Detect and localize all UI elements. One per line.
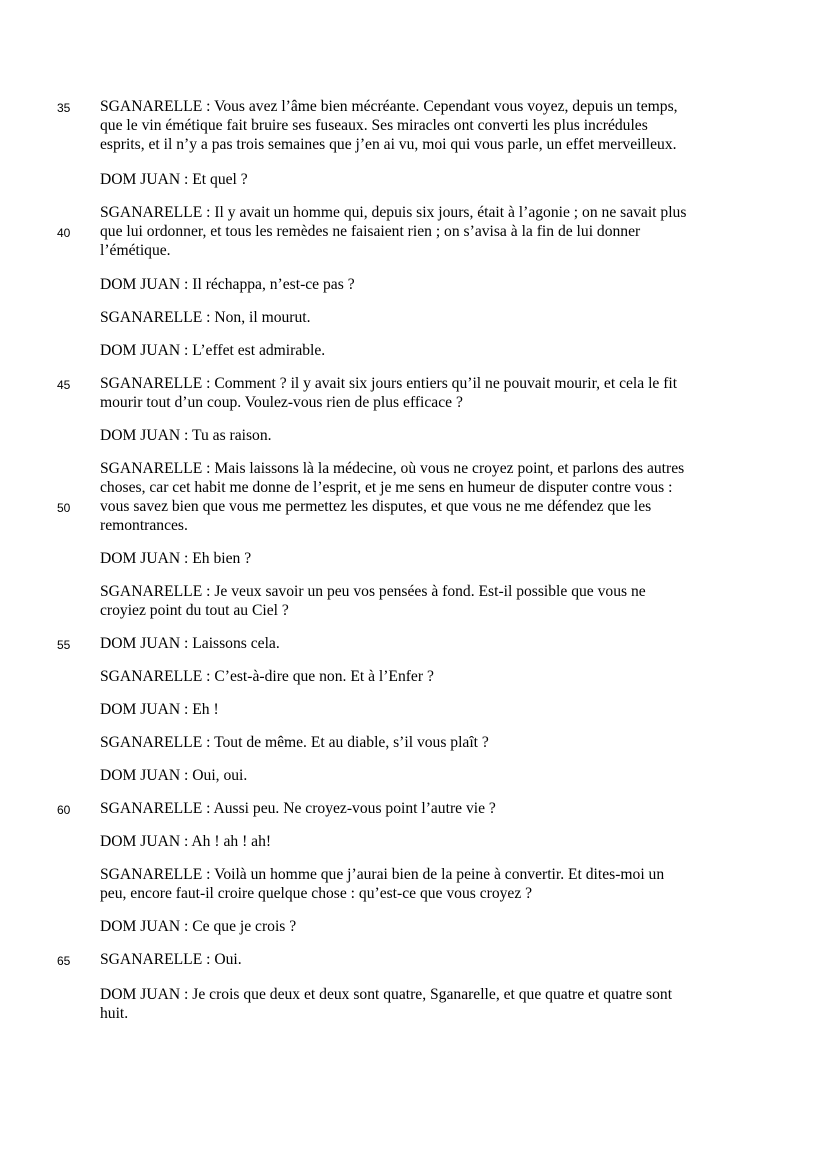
text-line: SGANARELLE : Tout de même. Et au diable, s’il vous plaît ? xyxy=(100,734,489,751)
text-line: SGANARELLE : Mais laissons là la médecine, où vous ne croyez point, et parlons des autres xyxy=(100,460,685,477)
text-line: SGANARELLE : Il y avait un homme qui, depuis six jours, était à l’agonie ; on ne savait plus xyxy=(100,204,687,221)
line-number: 40 xyxy=(57,226,71,240)
text-line: SGANARELLE : Oui. xyxy=(100,951,242,968)
text-line: DOM JUAN : Tu as raison. xyxy=(100,427,272,444)
text-line: huit. xyxy=(100,1005,129,1022)
text-line: SGANARELLE : Je veux savoir un peu vos pensées à fond. Est-il possible que vous ne xyxy=(100,583,646,600)
text-line: vous savez bien que vous me permettez les disputes, et que vous ne me défendez que les xyxy=(100,498,652,515)
text-line: remontrances. xyxy=(100,517,188,534)
text-line: SGANARELLE : Comment ? il y avait six jours entiers qu’il ne pouvait mourir, et cela le fit xyxy=(100,375,678,392)
text-line: choses, car cet habit me donne de l’esprit, et je me sens en humeur de disputer contre vous : xyxy=(100,479,673,496)
text-line: DOM JUAN : L’effet est admirable. xyxy=(100,342,326,359)
line-number: 60 xyxy=(57,803,71,817)
text-line: mourir tout d’un coup. Voulez-vous rien de plus efficace ? xyxy=(100,394,463,411)
line-number: 55 xyxy=(57,638,71,652)
text-line: DOM JUAN : Laissons cela. xyxy=(100,635,280,652)
line-number: 35 xyxy=(57,101,71,115)
line-number: 50 xyxy=(57,501,71,515)
text-line: SGANARELLE : Voilà un homme que j’aurai bien de la peine à convertir. Et dites-moi un xyxy=(100,866,665,883)
text-line: SGANARELLE : C’est-à-dire que non. Et à l’Enfer ? xyxy=(100,668,434,685)
line-number: 45 xyxy=(57,378,71,392)
text-line: DOM JUAN : Oui, oui. xyxy=(100,767,248,784)
text-line: SGANARELLE : Non, il mourut. xyxy=(100,309,311,326)
text-line: peu, encore faut-il croire quelque chose : qu’est-ce que vous croyez ? xyxy=(100,885,533,902)
text-line: SGANARELLE : Vous avez l’âme bien mécréante. Cependant vous voyez, depuis un temps, xyxy=(100,98,678,115)
text-line: DOM JUAN : Eh ! xyxy=(100,701,219,718)
text-line: SGANARELLE : Aussi peu. Ne croyez-vous point l’autre vie ? xyxy=(100,800,496,817)
text-line: esprits, et il n’y a pas trois semaines que j’en ai vu, moi qui vous parle, un effet merveilleux. xyxy=(100,136,677,153)
text-line: DOM JUAN : Ce que je crois ? xyxy=(100,918,297,935)
line-number: 65 xyxy=(57,954,71,968)
text-line: que le vin émétique fait bruire ses fuseaux. Ses miracles ont converti les plus incrédules xyxy=(100,117,648,134)
text-line: l’émétique. xyxy=(100,242,171,259)
text-line: DOM JUAN : Ah ! ah ! ah! xyxy=(100,833,272,850)
text-line: croyiez point du tout au Ciel ? xyxy=(100,602,289,619)
text-line: que lui ordonner, et tous les remèdes ne faisaient rien ; on s’avisa à la fin de lui donner xyxy=(100,223,641,240)
text-line: DOM JUAN : Il réchappa, n’est-ce pas ? xyxy=(100,276,355,293)
text-line: DOM JUAN : Eh bien ? xyxy=(100,550,252,567)
text-line: DOM JUAN : Et quel ? xyxy=(100,171,248,188)
text-line: DOM JUAN : Je crois que deux et deux sont quatre, Sganarelle, et que quatre et quatre sont xyxy=(100,986,673,1003)
